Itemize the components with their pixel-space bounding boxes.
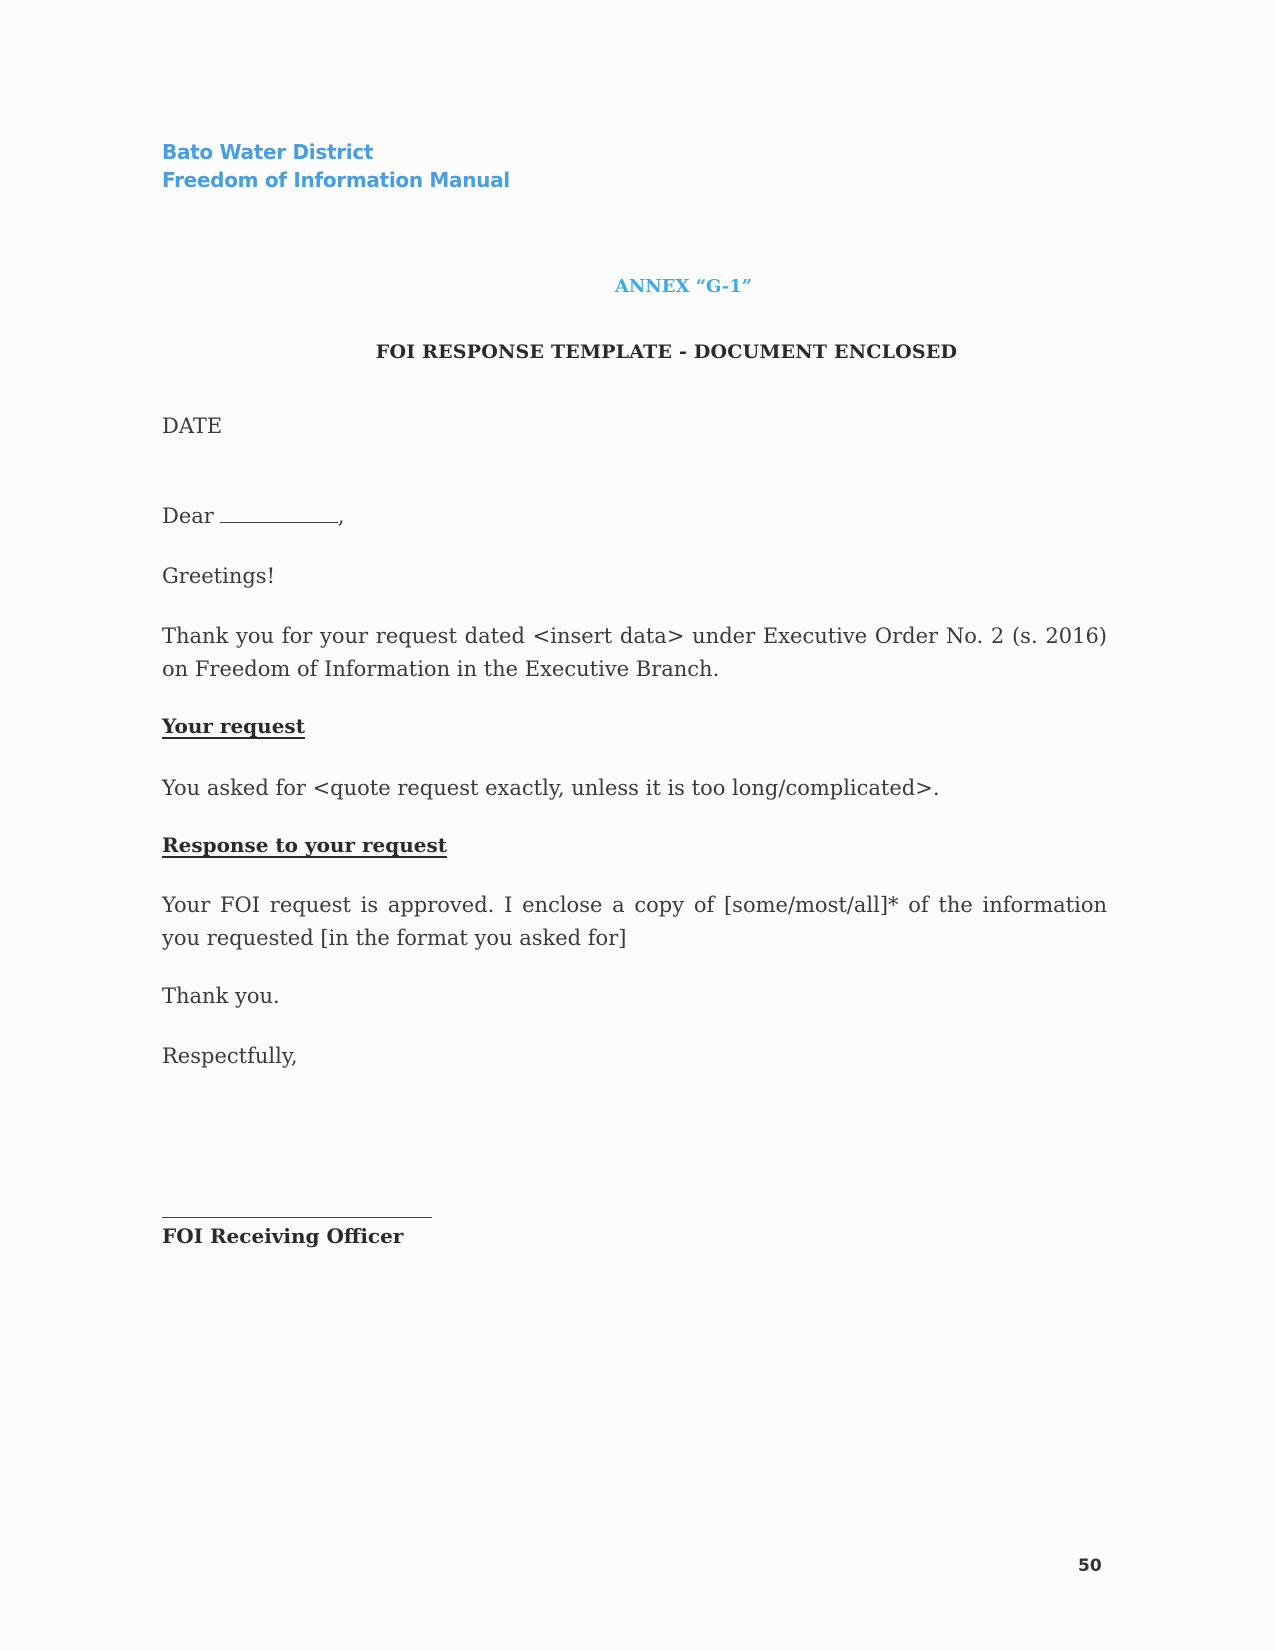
date-label: DATE xyxy=(162,414,223,438)
salutation xyxy=(162,500,1107,533)
greeting: Greetings! xyxy=(162,564,276,588)
request-paragraph: You asked for <quote request exactly, unless it is too long/complicated>. xyxy=(162,776,940,800)
annex-label: ANNEX “G-1” xyxy=(614,276,753,297)
intro-paragraph: Thank you for your request dated <insert data> under Executive Order No. 2 (s. 2016) on Freedom of Information in the Executive Branch. xyxy=(162,624,1107,681)
signature-line xyxy=(162,1217,432,1218)
document-title: FOI RESPONSE TEMPLATE - DOCUMENT ENCLOSED xyxy=(375,341,958,363)
salutation-prefix: Dear xyxy=(162,504,214,528)
section-heading-response: Response to your request xyxy=(162,833,447,857)
response-paragraph: Your FOI request is approved. I enclose a copy of [some/most/all]* of the information you requested [in the format you asked for] xyxy=(162,893,1107,950)
signatory-title: FOI Receiving Officer xyxy=(162,1224,404,1248)
recipient-name-blank xyxy=(220,506,338,523)
manual-title: Freedom of Information Manual xyxy=(162,168,510,192)
salutation-suffix: , xyxy=(337,504,345,528)
document-header xyxy=(162,138,510,194)
page-number: 50 xyxy=(1078,1556,1102,1576)
organization-name: Bato Water District xyxy=(162,140,374,164)
closing-thanks: Thank you. xyxy=(162,984,280,1008)
section-heading-your-request: Your request xyxy=(162,714,305,738)
closing: Respectfully, xyxy=(162,1044,298,1068)
